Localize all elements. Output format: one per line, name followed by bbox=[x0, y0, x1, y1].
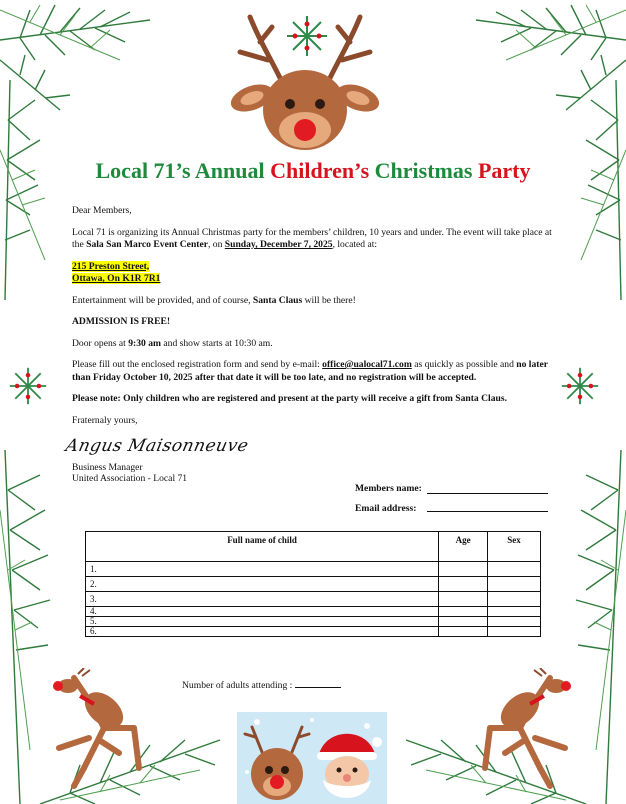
santa-name: Santa Claus bbox=[252, 294, 303, 306]
intro-text-2: , on bbox=[208, 239, 225, 250]
admission-notice: ADMISSION IS FREE! bbox=[72, 316, 171, 327]
child-age-cell[interactable] bbox=[439, 607, 488, 617]
registration-table bbox=[85, 531, 541, 637]
child-age-cell[interactable] bbox=[439, 562, 488, 577]
email-address-input[interactable] bbox=[427, 502, 548, 512]
reindeer-and-santa-image-icon bbox=[237, 712, 387, 804]
intro-paragraph bbox=[72, 227, 554, 252]
child-sex-cell[interactable] bbox=[488, 577, 541, 592]
address-line-2: Ottawa, On K1R 7R1 bbox=[72, 273, 161, 284]
adults-attending-label: Number of adults attending : bbox=[182, 680, 293, 691]
email-link[interactable]: office@ualocal71.com bbox=[322, 359, 412, 370]
form-deadline: no later than Friday October 10, 2025 after that date it will be too late, and no registration will be accepted. bbox=[72, 359, 548, 383]
adults-attending-input[interactable] bbox=[295, 678, 341, 688]
gift-note: Please note: Only children who are registered and present at the party will receive a gift from Santa Claus. bbox=[72, 393, 507, 404]
child-name-cell[interactable]: 4. bbox=[86, 607, 439, 617]
address-block bbox=[72, 261, 554, 286]
child-sex-cell[interactable] bbox=[488, 607, 541, 617]
child-sex-cell[interactable] bbox=[488, 627, 541, 637]
signature-script: Angus Maisonneuve bbox=[63, 436, 251, 456]
registration-paragraph bbox=[72, 359, 554, 384]
child-name-cell[interactable]: 1. bbox=[86, 562, 439, 577]
child-name-cell[interactable]: 5. bbox=[86, 617, 439, 627]
column-header-age: Age bbox=[439, 532, 488, 562]
entertainment-paragraph bbox=[72, 295, 554, 308]
snowflake-left-icon bbox=[8, 366, 48, 406]
child-sex-cell[interactable] bbox=[488, 592, 541, 607]
child-age-cell[interactable] bbox=[439, 617, 488, 627]
members-name-input[interactable] bbox=[427, 484, 548, 494]
child-sex-cell[interactable] bbox=[488, 562, 541, 577]
column-header-sex: Sex bbox=[488, 532, 541, 562]
intro-text-1: Local 71 is organizing its Annual Christmas party for the members’ children, 10 years and under. The event will take place at the bbox=[72, 226, 552, 250]
table-row bbox=[86, 607, 541, 617]
child-age-cell[interactable] bbox=[439, 577, 488, 592]
table-row bbox=[86, 592, 541, 607]
jumping-reindeer-right-icon bbox=[470, 668, 580, 790]
page-title bbox=[0, 158, 626, 184]
child-name-cell[interactable]: 6. bbox=[86, 627, 439, 637]
table-row bbox=[86, 617, 541, 627]
child-age-cell[interactable] bbox=[439, 592, 488, 607]
snowflake-right-icon bbox=[560, 366, 600, 406]
email-address-field bbox=[355, 503, 416, 514]
venue-name: Sala San Marco Event Center bbox=[86, 239, 208, 250]
child-name-cell[interactable]: 2. bbox=[86, 577, 439, 592]
address-line-1: 215 Preston Street, bbox=[72, 260, 150, 272]
letter-body bbox=[72, 205, 554, 436]
child-sex-cell[interactable] bbox=[488, 617, 541, 627]
doors-paragraph bbox=[72, 338, 554, 351]
members-name-label: Members name: bbox=[355, 483, 422, 494]
signature-info bbox=[72, 462, 187, 484]
entertainment-text-1: Entertainment will be provided, and of course, bbox=[72, 294, 253, 306]
jumping-reindeer-left-icon bbox=[44, 668, 154, 790]
event-date: Sunday, December 7, 2025 bbox=[224, 239, 333, 250]
doors-text-2: and show starts at 10:30 am. bbox=[161, 337, 273, 349]
column-header-name: Full name of child bbox=[86, 532, 439, 562]
greeting: Dear Members, bbox=[72, 205, 132, 216]
email-address-label: Email address: bbox=[355, 503, 417, 514]
table-row bbox=[86, 562, 541, 577]
title-part: Annual bbox=[194, 158, 271, 183]
child-age-cell[interactable] bbox=[439, 627, 488, 637]
signer-organization: United Association - Local 71 bbox=[72, 473, 188, 484]
reindeer-head-icon bbox=[220, 12, 390, 154]
title-part: Local 71’s bbox=[95, 158, 195, 183]
table-row bbox=[86, 577, 541, 592]
doors-text-1: Door opens at bbox=[72, 337, 129, 349]
form-text-1: Please fill out the enclosed registration form and send by e-mail: bbox=[72, 359, 323, 370]
signer-title: Business Manager bbox=[72, 462, 143, 473]
title-part: Christmas bbox=[374, 158, 478, 183]
title-part: Children’s bbox=[270, 158, 375, 183]
title-part: Party bbox=[477, 158, 531, 183]
table-row bbox=[86, 627, 541, 637]
adults-attending-field bbox=[182, 678, 341, 691]
child-name-cell[interactable]: 3. bbox=[86, 592, 439, 607]
doors-time: 9:30 am bbox=[128, 337, 161, 349]
members-name-field bbox=[355, 483, 422, 494]
form-text-2: as quickly as possible and bbox=[411, 359, 517, 370]
entertainment-text-2: will be there! bbox=[302, 294, 356, 306]
table-header-row bbox=[86, 532, 541, 562]
intro-text-3: , located at: bbox=[332, 239, 378, 250]
closing: Fraternaly yours, bbox=[72, 414, 138, 426]
